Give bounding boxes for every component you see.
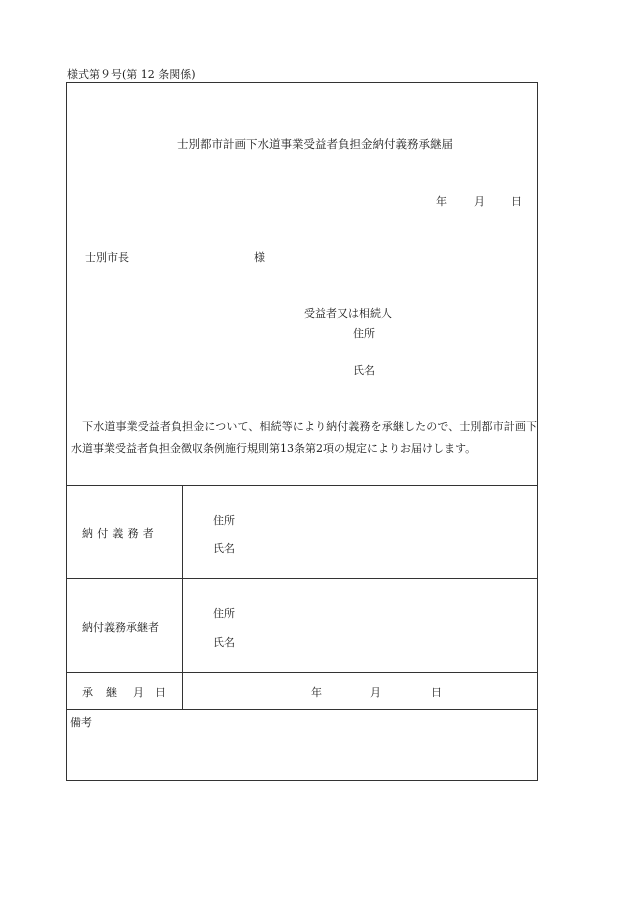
payer-name-label: 氏名 [213, 542, 235, 555]
divider-payer-successor [66, 578, 538, 579]
remarks-label: 備考 [70, 716, 92, 729]
submission-month-label: 月 [474, 195, 485, 208]
successor-name-label: 氏名 [213, 636, 235, 649]
body-paragraph: 下水道事業受益者負担金について、相続等により納付義務を承継したので、士別都市計画下水道事業受益者負担金徴収条例施行規則第13条第2項の規定によりお届けします。 [71, 420, 538, 455]
divider-date-remarks [66, 709, 538, 710]
addressee-honorific: 様 [254, 251, 265, 264]
applicant-address-label: 住所 [353, 327, 375, 340]
divider-body-table [66, 485, 538, 486]
succession-date-char: 日 [155, 686, 166, 699]
payer-address-label: 住所 [213, 514, 235, 527]
submission-day-label: 日 [511, 195, 522, 208]
divider-successor-date [66, 672, 538, 673]
applicant-role-label: 受益者又は相続人 [304, 307, 392, 320]
form-number: 様式第９号(第 12 条関係) [67, 68, 196, 81]
successor-row-label: 納付義務承継者 [82, 621, 159, 634]
body-text [71, 416, 537, 460]
document-title: 士別都市計画下水道事業受益者負担金納付義務承継届 [177, 137, 453, 151]
table-column-divider [182, 485, 183, 709]
successor-address-label: 住所 [213, 607, 235, 620]
submission-year-label: 年 [436, 195, 447, 208]
payer-row-label: 納付義務者 [82, 527, 158, 540]
succession-date-char: 月 [133, 686, 144, 699]
applicant-name-label: 氏名 [353, 364, 375, 377]
succession-year-label: 年 [311, 686, 322, 699]
succession-date-char: 承 [82, 686, 93, 699]
succession-date-char: 継 [106, 686, 117, 699]
succession-day-label: 日 [431, 686, 442, 699]
succession-month-label: 月 [370, 686, 381, 699]
addressee-mayor: 士別市長 [85, 251, 129, 264]
